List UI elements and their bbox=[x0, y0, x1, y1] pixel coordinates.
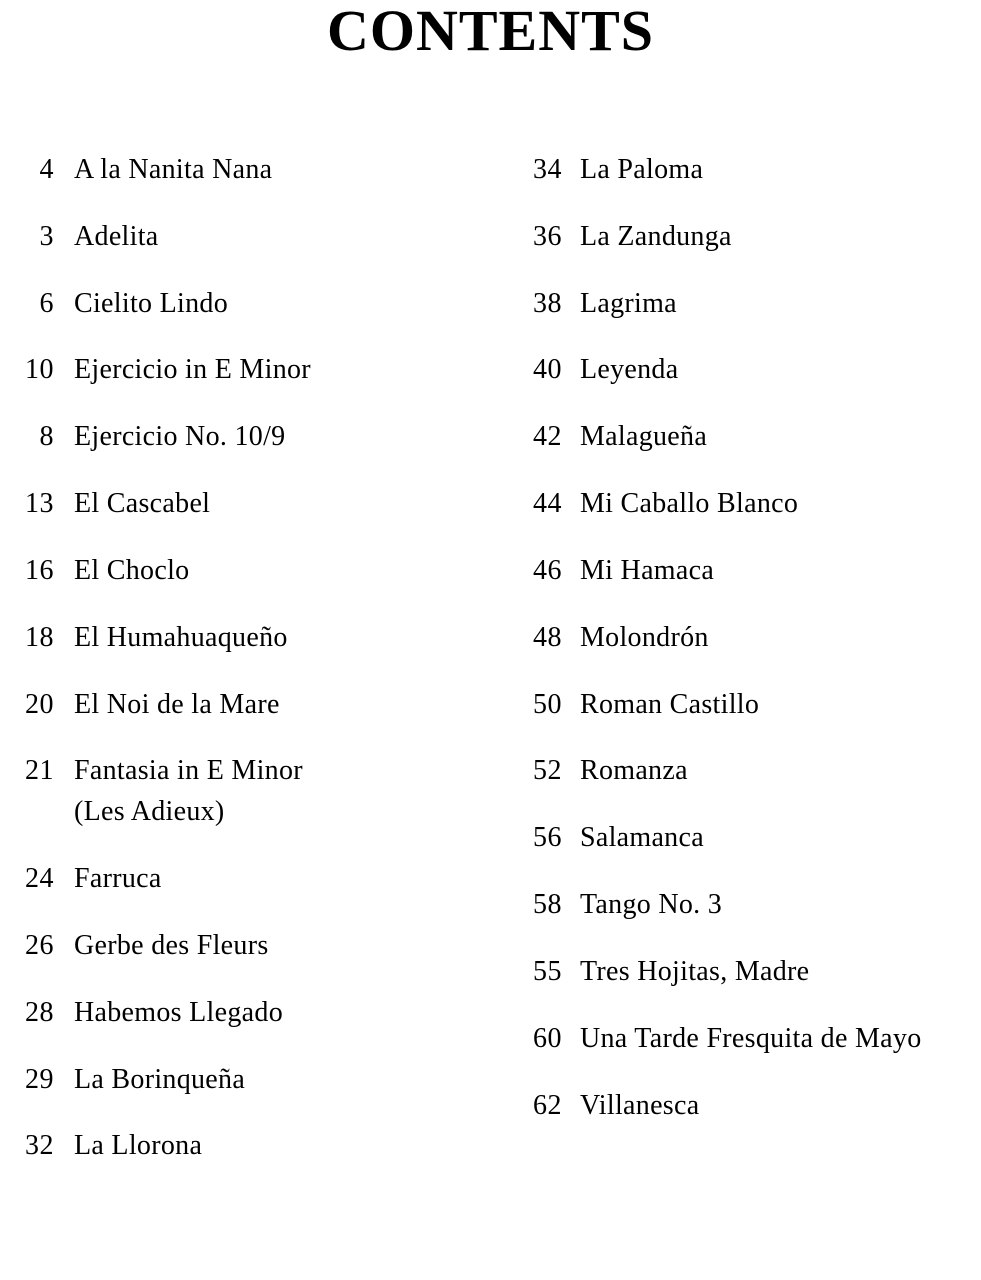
entry-page-number: 34 bbox=[532, 154, 562, 185]
list-item[interactable] bbox=[512, 687, 981, 723]
list-item[interactable] bbox=[8, 152, 512, 188]
entry-page-number: 38 bbox=[532, 287, 562, 319]
entry-title: A la Nanita Nana bbox=[74, 154, 273, 185]
list-item[interactable] bbox=[8, 753, 512, 830]
list-item[interactable] bbox=[8, 553, 512, 589]
entry-page-number: 29 bbox=[25, 1063, 54, 1095]
entry-title: El Cascabel bbox=[74, 488, 211, 520]
list-item[interactable] bbox=[512, 352, 981, 388]
contents-columns bbox=[0, 152, 981, 1195]
entry-title: Mi Hamaca bbox=[579, 554, 715, 586]
list-item[interactable] bbox=[512, 152, 981, 188]
list-item[interactable] bbox=[512, 486, 981, 522]
entry-page-number: 8 bbox=[39, 421, 54, 453]
entry-page-number: 44 bbox=[532, 488, 562, 520]
list-item[interactable] bbox=[8, 687, 512, 723]
entry-page-number: 46 bbox=[532, 554, 562, 586]
entry-title: Ejercicio in E Minor bbox=[74, 354, 311, 386]
list-item[interactable] bbox=[8, 995, 512, 1031]
entry-page-number: 28 bbox=[25, 996, 54, 1028]
entry-title: Habemos Llegado bbox=[74, 996, 283, 1028]
entry-title: Villanesca bbox=[579, 1089, 700, 1121]
contents-column-right bbox=[512, 152, 981, 1195]
list-item[interactable] bbox=[8, 861, 512, 897]
entry-page-number: 62 bbox=[532, 1089, 562, 1121]
entry-page-number: 18 bbox=[25, 621, 54, 653]
list-item[interactable] bbox=[8, 419, 512, 455]
entry-page-number: 32 bbox=[25, 1130, 54, 1162]
page-title: CONTENTS bbox=[326, 0, 655, 63]
entry-subtitle: (Les Adieux) bbox=[74, 796, 225, 828]
list-item[interactable] bbox=[512, 1088, 981, 1124]
entry-title: Salamanca bbox=[579, 822, 704, 854]
entry-title: Romanza bbox=[579, 755, 688, 787]
entry-title: La Zandunga bbox=[579, 220, 732, 252]
entry-title: Malagueña bbox=[579, 421, 708, 453]
entry-title: La Borinqueña bbox=[74, 1063, 246, 1095]
list-item[interactable] bbox=[8, 620, 512, 656]
entry-page-number: 56 bbox=[532, 822, 562, 854]
entry-page-number: 24 bbox=[25, 863, 54, 895]
entry-title: Molondrón bbox=[579, 621, 709, 653]
list-item[interactable] bbox=[512, 820, 981, 856]
entry-title: Tango No. 3 bbox=[579, 889, 723, 921]
list-item[interactable] bbox=[512, 620, 981, 656]
entry-title: El Choclo bbox=[74, 554, 190, 586]
entry-page-number: 26 bbox=[25, 929, 54, 961]
entry-page-number: 6 bbox=[39, 287, 54, 319]
entry-title: La Paloma bbox=[579, 154, 704, 185]
list-item[interactable] bbox=[512, 753, 981, 789]
entry-title: El Noi de la Mare bbox=[74, 688, 280, 720]
list-item[interactable] bbox=[8, 486, 512, 522]
entry-title: Mi Caballo Blanco bbox=[579, 488, 799, 520]
entry-title: Ejercicio No. 10/9 bbox=[74, 421, 286, 453]
list-item[interactable] bbox=[8, 1062, 512, 1098]
list-item[interactable] bbox=[512, 954, 981, 990]
entry-page-number: 21 bbox=[25, 755, 54, 787]
entry-title: Leyenda bbox=[579, 354, 679, 386]
entry-page-number: 58 bbox=[532, 889, 562, 921]
entry-page-number: 42 bbox=[532, 421, 562, 453]
entry-title: Gerbe des Fleurs bbox=[74, 929, 269, 961]
entry-page-number: 55 bbox=[532, 955, 562, 987]
entry-page-number: 48 bbox=[532, 621, 562, 653]
list-item[interactable] bbox=[8, 928, 512, 964]
entry-page-number: 20 bbox=[25, 688, 54, 720]
entry-page-number: 3 bbox=[39, 220, 54, 252]
entry-page-number: 40 bbox=[532, 354, 562, 386]
list-item[interactable] bbox=[512, 219, 981, 255]
list-item[interactable] bbox=[512, 419, 981, 455]
list-item[interactable] bbox=[8, 1128, 512, 1164]
entry-page-number: 52 bbox=[532, 755, 562, 787]
entry-title: Lagrima bbox=[579, 287, 677, 319]
entry-title-main: Fantasia in E Minor bbox=[74, 755, 303, 787]
entry-page-number: 60 bbox=[532, 1022, 562, 1054]
entry-title: Adelita bbox=[74, 220, 159, 252]
entry-title: Farruca bbox=[74, 863, 162, 895]
list-item[interactable] bbox=[512, 553, 981, 589]
list-item[interactable] bbox=[8, 352, 512, 388]
contents-column-left bbox=[8, 152, 512, 1195]
entry-page-number: 36 bbox=[532, 220, 562, 252]
entry-page-number: 4 bbox=[39, 154, 54, 185]
entry-title: La Llorona bbox=[74, 1130, 203, 1162]
list-item[interactable] bbox=[512, 887, 981, 923]
list-item[interactable] bbox=[512, 1021, 981, 1057]
list-item[interactable] bbox=[8, 286, 512, 322]
entry-page-number: 16 bbox=[25, 554, 54, 586]
entry-title: Tres Hojitas, Madre bbox=[579, 955, 810, 987]
entry-page-number: 10 bbox=[25, 354, 54, 386]
entry-title: Cielito Lindo bbox=[74, 287, 229, 319]
entry-page-number: 13 bbox=[25, 488, 54, 520]
list-item[interactable] bbox=[8, 219, 512, 255]
entry-page-number: 50 bbox=[532, 688, 562, 720]
entry-title: Una Tarde Fresquita de Mayo bbox=[579, 1022, 922, 1054]
entry-title: El Humahuaqueño bbox=[74, 621, 288, 653]
entry-title: Roman Castillo bbox=[579, 688, 760, 720]
list-item[interactable] bbox=[512, 286, 981, 322]
entry-title bbox=[74, 753, 303, 830]
